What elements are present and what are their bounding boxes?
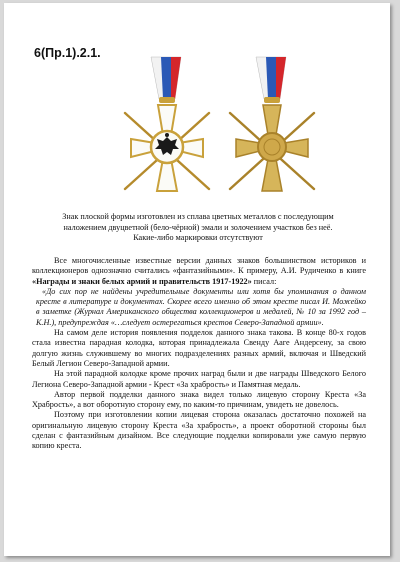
cross-front-photo [117,53,217,203]
quotation: «До сих пор не найдены учредительные документы или хотя бы упоминания о данном кресте в литературе и документах. Скорее всего именно об этом кресте писал И. Можейко в заметке (Журнал Американского общества коллекционеров и медалей, № 10 за 1992 год – К.Н.), предупреждая «…следует остерегаться крестов Северо-Западной армии». [36,286,366,327]
section-number: 6(Пр.1).2.1. [34,46,101,60]
ribbon [256,57,286,103]
paragraph: Автор первой подделки данного знака видел только лицевую сторону Креста «За Храбрость», а вот оборотную сторону ему, по каким-то причинам, увидеть не довелось. [32,389,366,410]
cross-back-photo [222,53,322,203]
paragraph [32,256,366,287]
book-title: «Награды и знаки белых армий и правительств 1917-1922» [32,276,252,286]
caption-line: Знак плоской формы изготовлен из сплава цветных металлов с последующим [62,212,334,221]
caption-line: Какие-либо маркировки отсутствуют [133,233,263,242]
image-caption [32,212,364,244]
paragraph-text: Все многочисленные известные версии данных знаков большинством историков и коллекционеров однозначно считались «фантазийными». К примеру, А.И. Рудиченко в книге [32,256,366,276]
caption-line: наложением двуцветной (бело-чёрной) эмали и золочением участков без неё. [63,222,333,232]
body-text [32,256,366,452]
paragraph: На этой парадной колодке кроме прочих наград были и две награды Шведского Белого Легиона Северо-Западной армии - Крест «За храбрость» и Памятная медаль. [32,369,366,389]
paragraph: На самом деле история появления подделок данного знака такова. В конце 80-х годов стала известна парадная колодка, которая принадлежала Свенду Ааге Андерсену, за свою долгую жизнь служившему во многих подразделениях разных армий, включая и Шведский Белый Легион Северо-Западной армии. [32,328,366,368]
paragraph-text: писал: [251,276,277,286]
paragraph: Поэтому при изготовлении копии лицевая сторона оказалась достаточно похожей на оригинальную лицевую сторону Креста «За храбрость», а проект оборотной стороны был сделан с фантазийным дизайном. Все следующие подделки копировали уже самую первую копию креста. [32,410,366,451]
medallion [258,133,286,161]
document-page [4,3,390,556]
ribbon [151,57,181,103]
